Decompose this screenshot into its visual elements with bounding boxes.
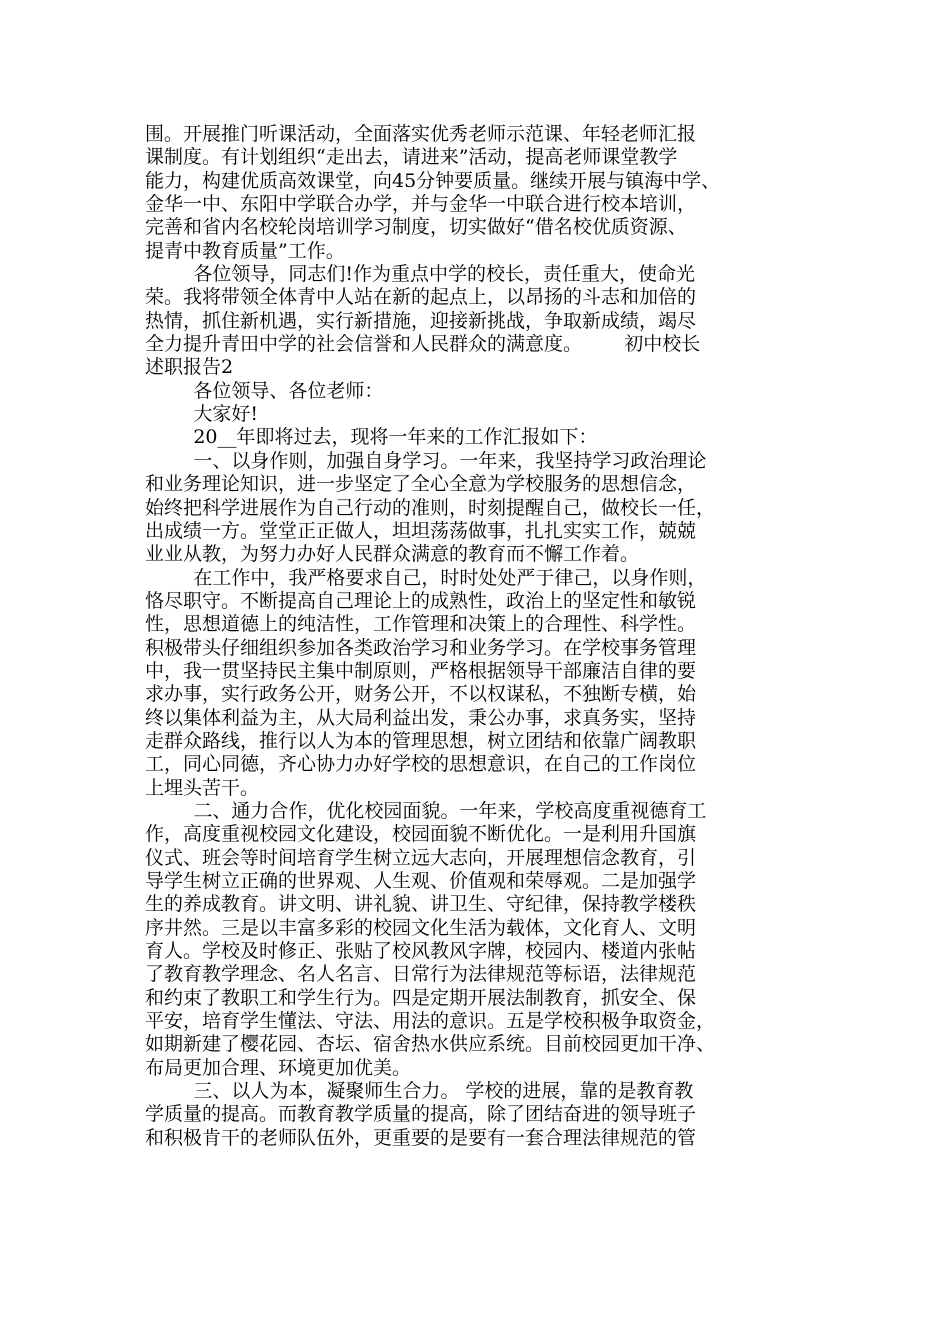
text-line: 热情，抓住新机遇，实行新措施，迎接新挑战，争取新成绩，竭尽: [145, 309, 697, 332]
text-line: 育人。学校及时修正、张贴了校风教风字牌，校园内、楼道内张帖: [145, 940, 697, 963]
text-line: 一、以身作则，加强自身学习。一年来，我坚持学习政治理论: [145, 449, 707, 472]
text-line: 课制度。有计划组织“走出去，请进来”活动，提高老师课堂教学: [145, 146, 678, 169]
text-line: 业业从教，为努力办好人民群众满意的教育而不懈工作着。: [145, 543, 640, 566]
text-line: 终以集体利益为主，从大局利益出发，秉公办事，求真务实，坚持: [145, 706, 697, 729]
text-line: 生的养成教育。讲文明、讲礼貌、讲卫生、守纪律，保持教学楼秩: [145, 893, 697, 916]
text-line: 序井然。三是以丰富多彩的校园文化生活为载体，文化育人、文明: [145, 916, 697, 939]
text-line: 金华一中、东阳中学联合办学，并与金华一中联合进行校本培训，: [145, 193, 697, 216]
text-line: 和积极肯干的老师队伍外，更重要的是要有一套合理法律规范的管: [145, 1126, 697, 1149]
text-line: 积极带头仔细组织参加各类政治学习和业务学习。在学校事务管理: [145, 636, 697, 659]
text-line: 求办事，实行政务公开，财务公开，不以权谋私，不独断专横，始: [145, 683, 697, 706]
text-line: 在工作中，我严格要求自己，时时处处严于律己，以身作则，: [145, 566, 707, 589]
text-line: 大家好!: [145, 403, 258, 426]
text-line: 出成绩一方。堂堂正正做人，坦坦荡荡做事，扎扎实实工作，兢兢: [145, 519, 697, 542]
text-line: 提青中教育质量”工作。: [145, 239, 345, 262]
text-line: 始终把科学进展作为自己行动的准则，时刻提醒自己，做校长一任，: [145, 496, 716, 519]
text-line: 中，我一贯坚持民主集中制原则，严格根据领导干部廉洁自律的要: [145, 659, 697, 682]
text-line: 性，思想道德上的纯洁性，工作管理和决策上的合理性、科学性。: [145, 613, 697, 636]
text-line: 各位领导，同志们!作为重点中学的校长，责任重大，使命光: [145, 263, 695, 286]
text-line: 20__年即将过去，现将一年来的工作汇报如下：: [145, 426, 598, 449]
text-line: 三、以人为本，凝聚师生合力。 学校的进展，靠的是教育教: [145, 1080, 694, 1103]
text-line: 工，同心同德，齐心协力办好学校的思想意识，在自己的工作岗位: [145, 753, 697, 776]
text-line: 导学生树立正确的世界观、人生观、价值观和荣辱观。二是加强学: [145, 870, 697, 892]
text-line: 上埋头苦干。: [145, 776, 260, 799]
text-line: 荣。我将带领全体青中人站在新的起点上，以昂扬的斗志和加倍的: [145, 286, 697, 309]
text-line: 和业务理论知识，进一步坚定了全心全意为学校服务的思想信念，: [145, 473, 697, 496]
text-line: 全力提升青田中学的社会信誉和人民群众的满意度。 初中校长: [145, 333, 701, 356]
text-line: 如期新建了樱花园、杏坛、宿舍热水供应系统。目前校园更加干净、: [145, 1033, 716, 1056]
text-line: 恪尽职守。不断提高自己理论上的成熟性，政治上的坚定性和敏锐: [145, 589, 697, 612]
text-line: 述职报告2: [145, 356, 234, 379]
text-line: 布局更加合理、环境更加优美。: [145, 1056, 412, 1079]
text-line: 能力，构建优质高效课堂，向45分钟要质量。继续开展与镇海中学、: [145, 169, 721, 192]
text-line: 围。开展推门听课活动，全面落实优秀老师示范课、年轻老师汇报: [145, 123, 697, 145]
text-line: 完善和省内名校轮岗培训学习制度，切实做好“借名校优质资源、: [145, 216, 687, 239]
text-line: 各位领导、各位老师：: [145, 379, 384, 402]
text-line: 了教育教学理念、名人名言、日常行为法律规范等标语，法律规范: [145, 963, 697, 986]
text-line: 仪式、班会等时间培育学生树立远大志向，开展理想信念教育，引: [145, 846, 697, 869]
text-line: 平安，培育学生懂法、守法、用法的意识。五是学校积极争取资金，: [145, 1010, 716, 1033]
text-line: 走群众路线，推行以人为本的管理思想，树立团结和依靠广阔教职: [145, 729, 697, 752]
text-line: 二、通力合作，优化校园面貌。一年来，学校高度重视德育工: [145, 799, 707, 822]
text-line: 作，高度重视校园文化建设，校园面貌不断优化。一是利用升国旗: [145, 823, 697, 846]
text-line: 和约束了教职工和学生行为。四是定期开展法制教育，抓安全、保: [145, 986, 697, 1009]
document-body: [145, 123, 810, 1150]
text-line: 学质量的提高。而教育教学质量的提高，除了团结奋进的领导班子: [145, 1103, 697, 1126]
